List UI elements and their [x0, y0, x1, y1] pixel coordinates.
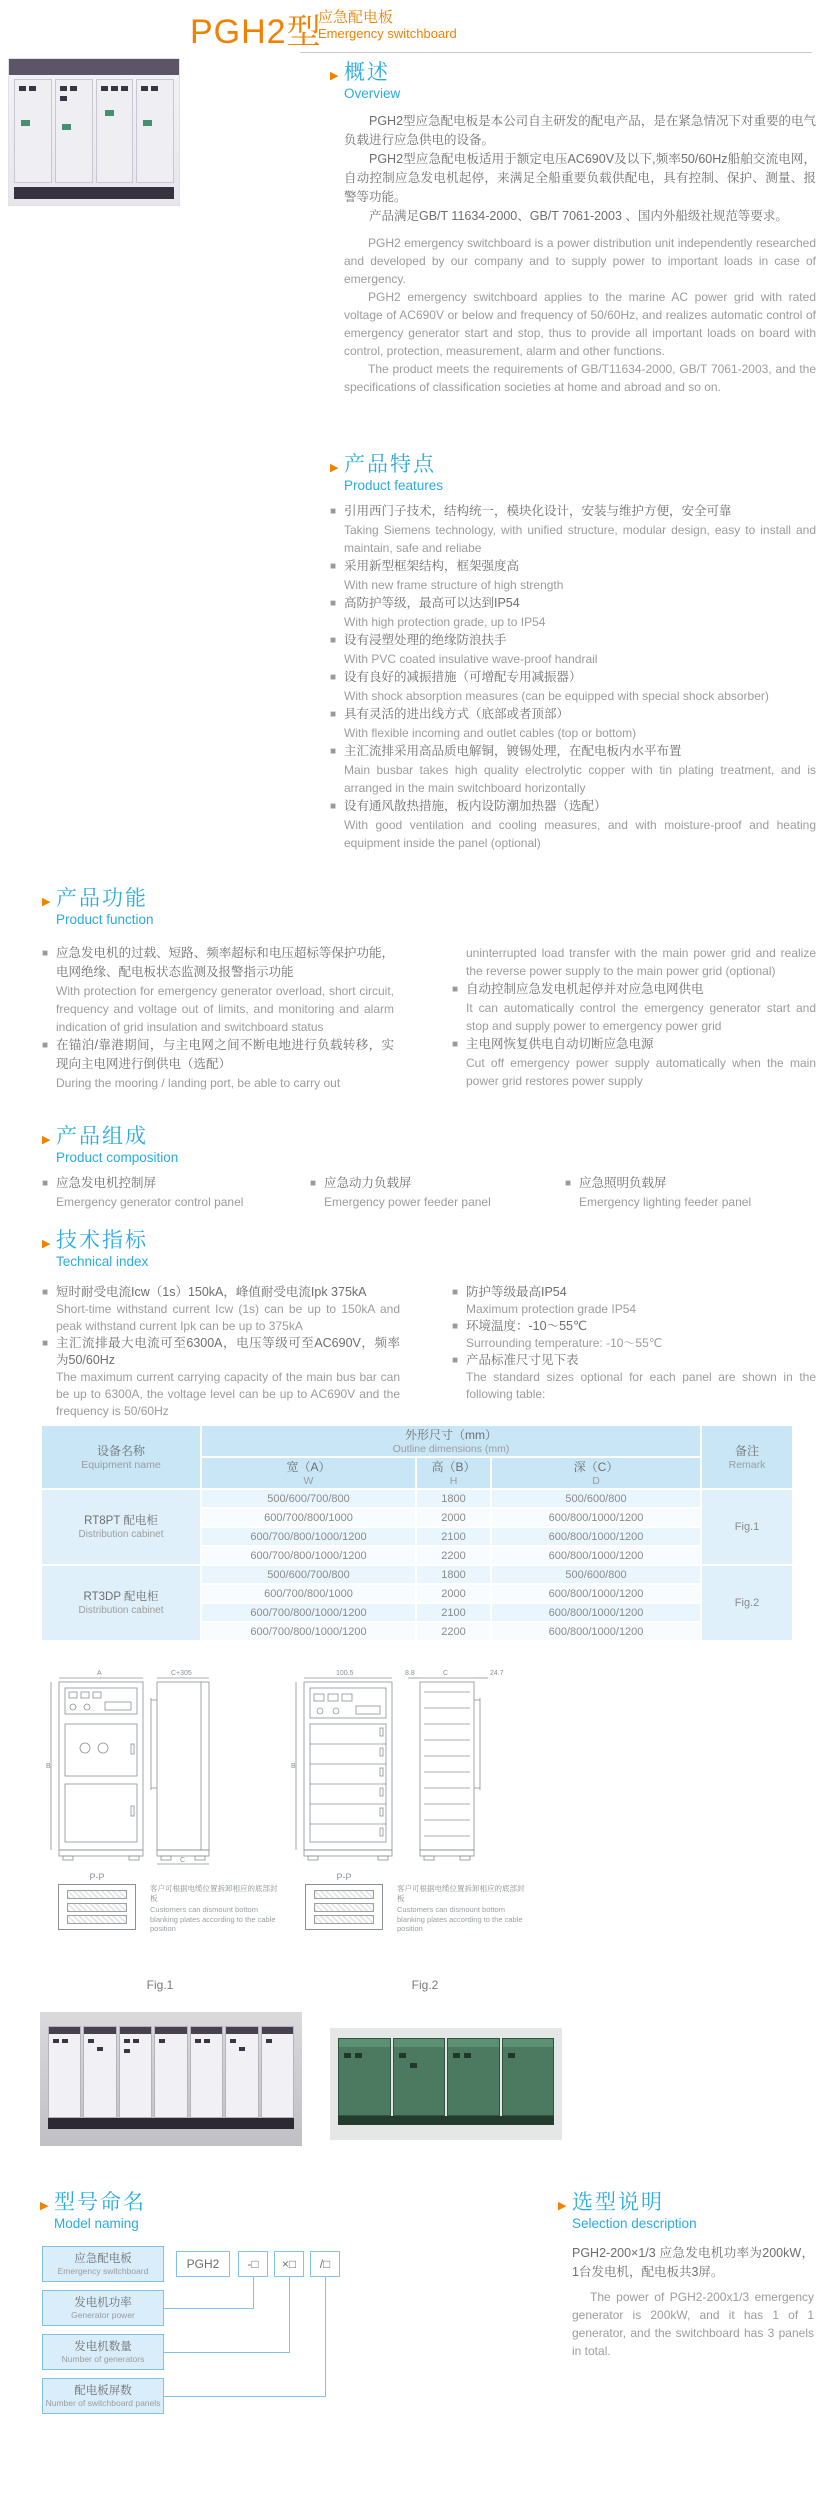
header-divider [300, 52, 812, 53]
technical-cn: ■ 短时耐受电流Icw（1s）150kA，峰值耐受电流Ipk 375kA [42, 1284, 400, 1301]
cell-width: 500/600/700/800 [201, 1565, 416, 1584]
col-depth-cn: 深（C） [573, 1459, 619, 1474]
function-right-column [452, 944, 816, 1090]
section-marker-icon [330, 452, 344, 470]
technical-right-column [452, 1284, 816, 1403]
overview-title-en: Overview [344, 86, 401, 101]
features-heading [330, 452, 816, 494]
col-width-cn: 宽（A） [286, 1459, 331, 1474]
col-height-en: H [449, 1474, 458, 1487]
function-en: During the mooring / landing port, be able to carry out [56, 1076, 341, 1090]
model-naming-title-cn: 型号命名 [54, 2191, 146, 2214]
cabinet-panel [48, 2026, 81, 2118]
technical-cn: ■ 产品标准尺寸见下表 [452, 1352, 816, 1369]
page-subtitle [318, 9, 457, 41]
function-item [42, 944, 394, 1036]
technical-heading [42, 1228, 818, 1270]
feature-item [330, 668, 816, 705]
function-cn: ■ 主电网恢复供电自动切断应急电源 [452, 1035, 816, 1054]
model-naming-diagram [42, 2246, 462, 2421]
naming-code-power: -□ [238, 2251, 268, 2277]
fig1-bottom-plate [58, 1884, 136, 1930]
fig1-drawing [45, 1668, 275, 1868]
feature-item [330, 742, 816, 797]
naming-label-generator-count [42, 2334, 164, 2370]
section-marker-icon [42, 1228, 56, 1246]
technical-item [452, 1352, 816, 1403]
col-outline-en: Outline dimensions (mm) [392, 1442, 510, 1455]
selection-text-cn: PGH2-200×1/3 应急发电机功率为200kW，1台发电机，配电板共3屏。 [572, 2246, 814, 2279]
cell-depth: 600/800/1000/1200 [491, 1508, 701, 1527]
overview-title-cn: 概述 [344, 61, 390, 84]
cabinet-panel [14, 79, 52, 183]
feature-en: With flexible incoming and outlet cables (top or bottom) [344, 726, 637, 740]
fig2-dim-247: 24.7 [490, 1670, 504, 1677]
feature-cn: ■ 引用西门子技术，结构统一，模块化设计，安装与维护方便，安全可靠 [330, 502, 816, 521]
fig2-section-detail [305, 1872, 383, 1930]
function-item [452, 1035, 816, 1090]
figures-area [0, 1660, 830, 2005]
cell-depth: 500/600/800 [491, 1489, 701, 1508]
overview-heading [330, 60, 816, 102]
cell-height: 2000 [416, 1584, 491, 1603]
col-height-cn: 高（B） [431, 1459, 476, 1474]
technical-title-en: Technical index [56, 1254, 149, 1269]
cabinet-panel [119, 2026, 152, 2118]
naming-label-panel-count [42, 2378, 164, 2414]
function-title-en: Product function [56, 912, 154, 927]
cell-depth: 600/800/1000/1200 [491, 1603, 701, 1622]
section-marker-icon [558, 2190, 572, 2208]
section-model-naming [40, 2190, 520, 2408]
feature-cn: ■ 高防护等级，最高可以达到IP54 [330, 594, 816, 613]
cell-width: 600/700/800/1000 [201, 1584, 416, 1603]
col-width-en: W [303, 1474, 314, 1487]
composition-cn: ■ 应急动力负载屏 [310, 1174, 550, 1193]
function-cn: ■ 自动控制应急发电机起停并对应急电网供电 [452, 980, 816, 999]
technical-cn: ■ 环境温度：-10～55℃ [452, 1318, 816, 1335]
section-selection [558, 2190, 814, 2360]
feature-item [330, 705, 816, 742]
feature-en: With PVC coated insulative wave-proof handrail [344, 652, 598, 666]
cabinet-panel [190, 2026, 223, 2118]
technical-item [42, 1284, 400, 1335]
table-row [41, 1489, 793, 1508]
overview-paragraph-cn: 产品满足GB/T 11634-2000、GB/T 7061-2003 、国内外船级社规范等要求。 [369, 209, 788, 223]
col-height-header [416, 1457, 491, 1489]
function-item [452, 980, 816, 1035]
equipment-name-cn: RT3DP 配电柜 [83, 1590, 159, 1603]
feature-cn: ■ 主汇流排采用高品质电解铜，镀锡处理，在配电板内水平布置 [330, 742, 816, 761]
composition-title-en: Product composition [56, 1150, 179, 1165]
naming-label-cn: 配电板屏数 [74, 2384, 132, 2397]
fig2-note-en: Customers can dismount bottom blanking plates according to the cable position [397, 1905, 523, 1933]
technical-en: Surrounding temperature: -10～55℃ [466, 1336, 663, 1350]
cabinet-panel [96, 79, 134, 183]
feature-item [330, 631, 816, 668]
composition-item [310, 1174, 550, 1211]
function-en: It can automatically control the emergency generator start and stop and supply power to emergency power grid [466, 1001, 816, 1033]
size-table [40, 1424, 794, 1642]
technical-title-cn: 技术指标 [56, 1229, 148, 1252]
technical-en: The maximum current carrying capacity of the main bus bar can be up to 6300A, the voltage level can be up to AC690V and the frequency is 50/60Hz [56, 1370, 400, 1418]
fig1-note-en: Customers can dismount bottom blanking plates according to the cable position [150, 1905, 276, 1933]
feature-cn: ■ 设有通风散热措施，板内设防潮加热器（选配） [330, 797, 816, 816]
cell-width: 600/700/800/1000 [201, 1508, 416, 1527]
section-marker-icon [330, 60, 344, 78]
technical-en: Short-time withstand current Icw (1s) can be up to 150kA and peak withstand current Ipk can be up to 375kA [56, 1302, 400, 1333]
feature-cn: ■ 设有良好的减振措施（可增配专用减振器） [330, 668, 816, 687]
naming-label-cn: 发电机数量 [74, 2340, 132, 2353]
model-naming-heading [40, 2190, 520, 2232]
technical-item [452, 1284, 816, 1318]
technical-left-column [42, 1284, 400, 1420]
technical-en: The standard sizes optional for each panel are shown in the following table: [466, 1370, 816, 1401]
section-marker-icon [42, 886, 56, 904]
cabinet-panel [447, 2038, 500, 2116]
features-title-en: Product features [344, 478, 444, 493]
feature-en: With new frame structure of high strength [344, 578, 564, 592]
equipment-name-cell [41, 1565, 201, 1641]
cell-height: 2000 [416, 1508, 491, 1527]
cabinet-panel [154, 2026, 187, 2118]
cell-width: 500/600/700/800 [201, 1489, 416, 1508]
selection-heading [558, 2190, 814, 2232]
fig2-note-cn: 客户可根据电缆位置拆卸相应的底部封板 [397, 1884, 525, 1903]
naming-label-switchboard [42, 2246, 164, 2282]
cell-height: 2200 [416, 1546, 491, 1565]
cell-height: 1800 [416, 1489, 491, 1508]
feature-item [330, 502, 816, 557]
section-composition [42, 1124, 818, 1209]
fig2-bottom-plate [305, 1884, 383, 1930]
overview-paragraph-cn: PGH2型应急配电板适用于额定电压AC690V及以下,频率50/60Hz船舶交流电网，自动控制应急发电机起停，来满足全船重要负载供配电，具有控制、保护、测量、报警等功能。 [344, 152, 816, 204]
fig2-section-label: P-P [336, 1872, 352, 1882]
fig2-dim-88: 8.8 [405, 1670, 415, 1677]
fig2-drawing [290, 1668, 560, 1868]
overview-paragraph-en: PGH2 emergency switchboard applies to the marine AC power grid with rated voltage of AC690V or below and frequency of 50/60Hz, and realizes automatic control of emergency generator start and stop, thus to provide all important loads on board with control, protection, measurement, alarm and other functions. [344, 290, 816, 358]
feature-en: With high protection grade, up to IP54 [344, 615, 546, 629]
function-heading [42, 886, 818, 928]
selection-title-cn: 选型说明 [572, 2191, 664, 2214]
product-photo-top [8, 58, 180, 206]
cell-depth: 600/800/1000/1200 [491, 1622, 701, 1641]
page-title-model: PGH2型 [190, 13, 322, 51]
cell-width: 600/700/800/1000/1200 [201, 1622, 416, 1641]
cabinet-panel [338, 2038, 391, 2116]
fig2-note [397, 1884, 529, 1934]
feature-en: With good ventilation and cooling measures, and with moisture-proof and heating equipment inside the panel (optional) [344, 818, 816, 850]
naming-label-cn: 发电机功率 [74, 2296, 132, 2309]
function-item [42, 1036, 394, 1092]
connector-line [163, 2277, 326, 2397]
cell-width: 600/700/800/1000/1200 [201, 1546, 416, 1565]
equipment-name-en: Distribution cabinet [78, 1528, 164, 1540]
function-en: With protection for emergency generator overload, short circuit, frequency and voltage out of limits, and monitoring and alarm indication of grid insulation and switchboard status [56, 984, 394, 1034]
photo-cabinet-top-band [9, 59, 179, 75]
naming-label-generator-power [42, 2290, 164, 2326]
technical-cn: ■ 防护等级最高IP54 [452, 1284, 816, 1301]
col-equipment-header [41, 1425, 201, 1489]
composition-item [42, 1174, 292, 1211]
col-outline-cn: 外形尺寸（mm） [405, 1427, 497, 1442]
function-continuation-en: uninterrupted load transfer with the main power grid and realize the reverse power supply to the main power grid (optional) [466, 946, 816, 978]
fig2-caption: Fig.2 [411, 1978, 439, 1992]
composition-cn: ■ 应急发电机控制屏 [42, 1174, 292, 1193]
cell-width: 600/700/800/1000/1200 [201, 1603, 416, 1622]
feature-item [330, 797, 816, 852]
fig2-dim-b: B [291, 1763, 296, 1770]
naming-code-panels: /□ [310, 2251, 340, 2277]
col-equipment-cn: 设备名称 [96, 1443, 145, 1458]
col-depth-en: D [592, 1474, 600, 1487]
cabinet-plinth [14, 187, 174, 199]
col-remark-cn: 备注 [735, 1443, 760, 1458]
naming-code-count: ×□ [274, 2251, 304, 2277]
fig2-dim-c: C [443, 1670, 449, 1677]
cabinet-panel [261, 2026, 294, 2118]
equipment-name-cn: RT8PT 配电柜 [84, 1514, 158, 1527]
page-subtitle-cn: 应急配电板 [318, 9, 394, 26]
cabinet-panel [136, 79, 174, 183]
composition-en: Emergency power feeder panel [324, 1195, 491, 1209]
composition-cn: ■ 应急照明负载屏 [565, 1174, 805, 1193]
equipment-name-cell [41, 1489, 201, 1565]
naming-label-en: Generator power [71, 2309, 135, 2320]
fig1-caption: Fig.1 [146, 1978, 174, 1992]
cell-depth: 500/600/800 [491, 1565, 701, 1584]
section-overview [330, 60, 816, 396]
feature-en: With shock absorption measures (can be equipped with special shock absorber) [344, 689, 769, 703]
cell-height: 2100 [416, 1603, 491, 1622]
fig2-dim-1005: 100.5 [336, 1670, 354, 1677]
feature-en: Main busbar takes high quality electrolytic copper with tin plating treatment, and is arranged in the main switchboard horizontally [344, 763, 816, 795]
fig1-note-cn: 客户可根据电缆位置拆卸相应的底部封板 [150, 1884, 278, 1903]
col-outline-header [201, 1425, 701, 1457]
technical-cn: ■ 主汇流排最大电流可至6300A，电压等级可至AC690V，频率为50/60Hz [42, 1335, 400, 1369]
cell-depth: 600/800/1000/1200 [491, 1527, 701, 1546]
cabinet-panel [83, 2026, 116, 2118]
fig1-dim-b: B [46, 1763, 51, 1770]
product-photo-left [40, 2012, 302, 2146]
cabinet-panel [225, 2026, 258, 2118]
composition-en: Emergency lighting feeder panel [579, 1195, 752, 1209]
overview-paragraph-en: PGH2 emergency switchboard is a power distribution unit independently researched and developed by our company and to supply power to important loads in case of emergency. [344, 236, 816, 286]
naming-label-en: Number of switchboard panels [45, 2397, 161, 2408]
feature-item [330, 594, 816, 631]
composition-title-cn: 产品组成 [56, 1125, 148, 1148]
fig1-dim-c: C [180, 1857, 186, 1864]
function-cn: ■ 在锚泊/靠港期间，与主电网之间不断电地进行负载转移，实现向主电网进行倒供电（选配） [42, 1036, 394, 1074]
section-marker-icon [40, 2190, 54, 2208]
feature-item [330, 557, 816, 594]
technical-item [42, 1335, 400, 1420]
fig1-section-detail [58, 1872, 136, 1930]
col-width-header [201, 1457, 416, 1489]
function-cn: ■ 应急发电机的过载、短路、频率超标和电压超标等保护功能，电网绝缘、配电板状态监测及报警指示功能 [42, 944, 394, 982]
table-row [41, 1565, 793, 1584]
cabinet-plinth [48, 2118, 294, 2129]
section-features [330, 452, 816, 852]
composition-en: Emergency generator control panel [56, 1195, 244, 1209]
section-technical [42, 1228, 818, 1418]
section-marker-icon [42, 1124, 56, 1142]
page-subtitle-en: Emergency switchboard [318, 26, 457, 41]
feature-en: Taking Siemens technology, with unified structure, modular design, easy to install and maintain, safe and reliabe [344, 523, 816, 555]
col-depth-header [491, 1457, 701, 1489]
cell-depth: 600/800/1000/1200 [491, 1546, 701, 1565]
composition-heading [42, 1124, 818, 1166]
cabinet-plinth [338, 2116, 554, 2125]
model-naming-title-en: Model naming [54, 2216, 139, 2231]
product-photo-right [330, 2028, 562, 2140]
cabinet-panel [502, 2038, 555, 2116]
size-table-wrap [40, 1424, 794, 1642]
naming-label-en: Emergency switchboard [57, 2265, 149, 2276]
col-remark-header [701, 1425, 793, 1489]
remark-cell: Fig.1 [701, 1489, 793, 1565]
naming-code-pgh2: PGH2 [176, 2251, 230, 2277]
function-left-column [42, 944, 394, 1092]
cabinet-panel [393, 2038, 446, 2116]
composition-item [565, 1174, 805, 1211]
function-en: Cut off emergency power supply automatically when the main power grid restores power supply [466, 1056, 816, 1088]
cell-width: 600/700/800/1000/1200 [201, 1527, 416, 1546]
technical-item [452, 1318, 816, 1352]
naming-label-en: Number of generators [61, 2353, 145, 2364]
cabinet-panel [55, 79, 93, 183]
cell-depth: 600/800/1000/1200 [491, 1584, 701, 1603]
col-equipment-en: Equipment name [81, 1458, 161, 1471]
technical-en: Maximum protection grade IP54 [466, 1302, 637, 1316]
feature-cn: ■ 具有灵活的进出线方式（底部或者顶部） [330, 705, 816, 724]
fig1-dim-c305: C+305 [171, 1670, 192, 1677]
features-title-cn: 产品特点 [344, 453, 436, 476]
fig1-section-label: P-P [89, 1872, 105, 1882]
cell-height: 1800 [416, 1565, 491, 1584]
selection-text-en: The power of PGH2-200x1/3 emergency generator is 200kW, and it has 1 of 1 generator, and the switchboard has 3 panels in total. [572, 2290, 814, 2358]
cell-height: 2100 [416, 1527, 491, 1546]
naming-label-cn: 应急配电板 [74, 2252, 132, 2265]
section-function [42, 886, 818, 1122]
feature-cn: ■ 设有浸塑处理的绝缘防浪扶手 [330, 631, 816, 650]
remark-cell: Fig.2 [701, 1565, 793, 1641]
feature-cn: ■ 采用新型框架结构，框架强度高 [330, 557, 816, 576]
fig1-note [150, 1884, 282, 1934]
fig1-dim-a: A [97, 1670, 102, 1677]
col-remark-en: Remark [728, 1458, 766, 1471]
cell-height: 2200 [416, 1622, 491, 1641]
equipment-name-en: Distribution cabinet [78, 1604, 164, 1616]
overview-paragraph-cn: PGH2型应急配电板是本公司自主研发的配电产品，是在紧急情况下对重要的电气负载进行应急供电的设备。 [344, 114, 816, 147]
overview-paragraph-en: The product meets the requirements of GB/T11634-2000, GB/T 7061-2003, and the specifications of classification societies at home and abroad and so on. [344, 362, 816, 394]
function-title-cn: 产品功能 [56, 887, 148, 910]
selection-title-en: Selection description [572, 2216, 697, 2231]
